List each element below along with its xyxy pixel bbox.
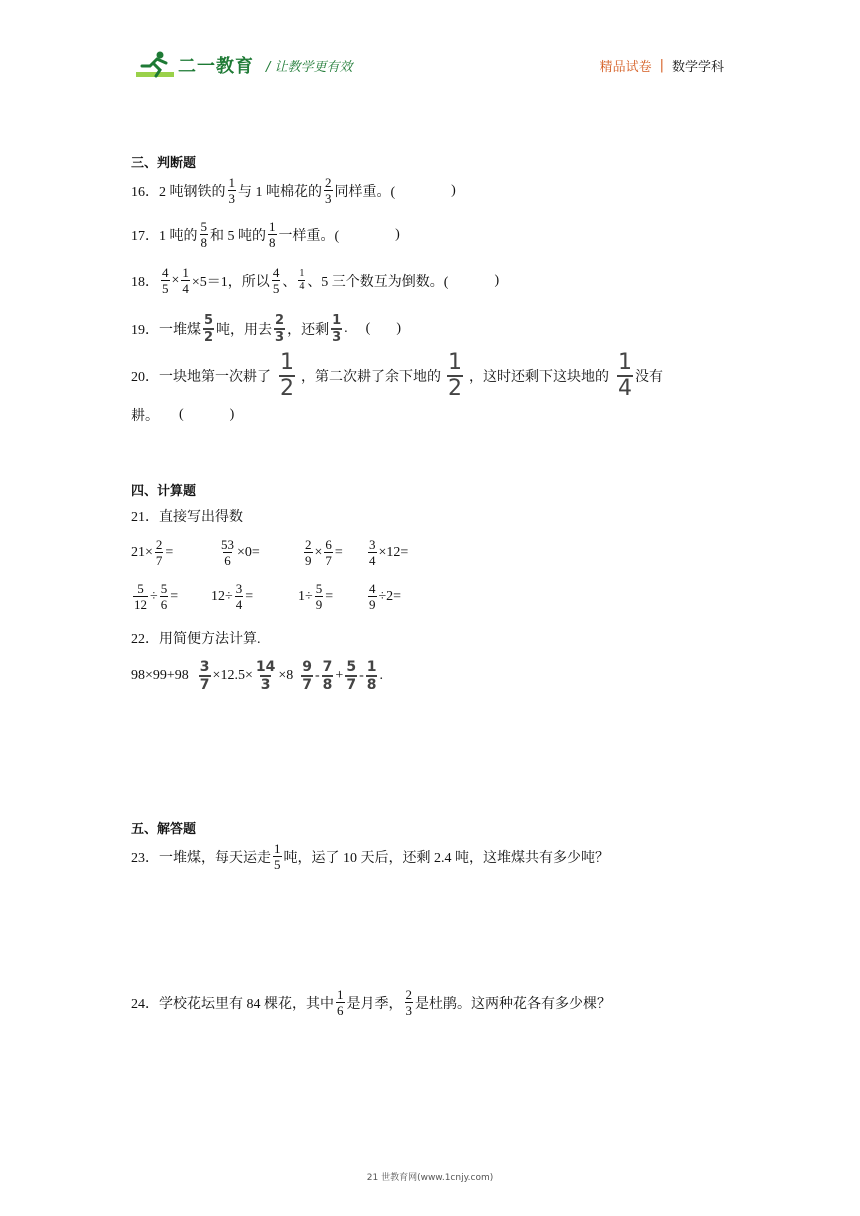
calc-text: ×: [314, 544, 323, 560]
runner-logo-icon: [136, 50, 176, 80]
question-20-continued: [131, 405, 234, 425]
calc-text: ÷2=: [378, 588, 402, 604]
question-text: ): [229, 407, 235, 422]
fraction: $\frac{3}{7}$: [199, 659, 210, 693]
question-number: 24．: [131, 996, 159, 1012]
question-text: ): [395, 226, 400, 242]
question-text: 一样重。(: [278, 228, 340, 244]
question-text: ，第二次耕了余下地的: [301, 370, 441, 385]
question-text: 学校花坛里有 84 棵花，其中: [159, 996, 334, 1012]
question-text: 吨，运了 10 天后，还剩 2.4 吨，这堆煤共有多少吨？: [283, 850, 609, 866]
question-text: 耕。: [131, 409, 159, 424]
section-title-judgement: 三、判断题: [131, 156, 197, 171]
calc-text: =: [245, 588, 254, 604]
question-17: [131, 220, 400, 249]
fraction: $\frac{2}{3}$: [325, 175, 332, 206]
question-text: 是月季，: [346, 996, 403, 1012]
question-text: 一块地第一次耕了: [159, 370, 271, 385]
fraction: $\frac{2}{3}$: [275, 313, 285, 345]
question-24: [131, 988, 611, 1017]
question-number: 18．: [131, 274, 159, 290]
calc-item: [298, 582, 333, 611]
question-text: 和 5 吨的: [210, 228, 266, 244]
section-title-calculation: 四、计算题: [131, 484, 197, 499]
expression-text: .: [379, 668, 383, 683]
calc-item: [302, 538, 343, 567]
question-text: ×: [171, 272, 180, 288]
calc-item: [211, 582, 253, 611]
calc-item: [366, 582, 401, 611]
calc-item: [131, 582, 178, 611]
fraction: $\frac{53}{6}$: [221, 537, 234, 568]
fraction: $\frac{1}{8}$: [366, 659, 377, 693]
calc-text: 1÷: [298, 588, 313, 604]
fraction: $\frac{5}{6}$: [160, 581, 168, 612]
question-20: [131, 352, 663, 400]
fraction: $\frac{7}{8}$: [322, 659, 333, 693]
fraction: $\frac{4}{9}$: [369, 581, 376, 612]
calc-text: ×0=: [237, 544, 260, 560]
header-separator: |: [659, 58, 664, 73]
fraction: $\frac{1}{3}$: [228, 175, 235, 206]
header-label-subject: 数学学科: [671, 60, 724, 75]
fraction: $\frac{1}{4}$: [618, 350, 632, 401]
fraction: $\frac{2}{7}$: [155, 537, 163, 568]
question-text: ，还剩: [287, 323, 330, 338]
fraction: $\frac{1}{2}$: [448, 350, 462, 401]
calc-text: 12÷: [211, 588, 233, 604]
question-18: [131, 266, 499, 295]
fraction: $\frac{4}{5}$: [162, 265, 169, 296]
fraction: $\frac{6}{7}$: [325, 537, 332, 568]
question-number: 20．: [131, 370, 159, 385]
logo-text: 二一教育: [178, 56, 254, 77]
fraction: $\frac{4}{5}$: [272, 265, 280, 296]
question-text: 、: [282, 274, 297, 290]
header-brand: [136, 48, 353, 82]
slogan: / 让教学更有效: [266, 59, 353, 75]
expression-text: ×8: [278, 668, 294, 683]
calc-text: =: [325, 588, 334, 604]
question-19: [131, 314, 401, 344]
calc-item: [218, 538, 260, 567]
section-title-answer: 五、解答题: [131, 822, 197, 837]
fraction: $\frac{1}{3}$: [332, 313, 342, 345]
expression-text: ×12.5×: [212, 668, 253, 683]
calc-item: [366, 538, 408, 567]
fraction: $\frac{1}{4}$: [182, 265, 189, 296]
page-footer: 21 世教育网(www.1cnjy.com): [366, 1173, 494, 1183]
question-text: 一堆煤，每天运走: [159, 850, 271, 866]
question-text: (: [365, 321, 371, 336]
calc-text: =: [165, 544, 174, 560]
expression-text: -: [359, 668, 364, 683]
fraction: $\frac{9}{7}$: [302, 659, 312, 693]
question-text: .: [344, 321, 348, 336]
fraction: $\frac{14}{3}$: [255, 659, 276, 693]
fraction: $\frac{3}{4}$: [369, 537, 376, 568]
fraction: $\frac{1}{2}$: [280, 350, 294, 401]
calc-text: ×12=: [378, 544, 409, 560]
fraction: $\frac{1}{5}$: [274, 841, 281, 872]
fraction: $\frac{5}{2}$: [204, 313, 214, 345]
question-text: 同样重。(: [334, 184, 396, 200]
question-text: ，这时还剩下这块地的: [469, 370, 609, 385]
question-16: [131, 176, 456, 205]
calc-text: ÷: [150, 588, 158, 604]
question-text: 2 吨钢铁的: [159, 184, 226, 200]
question-number: 23．: [131, 850, 159, 866]
calc-text: 21×: [131, 544, 153, 560]
question-23: [131, 842, 609, 871]
fraction: $\frac{3}{4}$: [235, 581, 243, 612]
fraction: $\frac{5}{8}$: [200, 219, 207, 250]
simplify-expressions: [131, 660, 383, 692]
question-text: ): [494, 272, 500, 288]
expression-1: 98×99+98: [131, 668, 189, 683]
question-text: 、5 三个数互为倒数。(: [307, 274, 449, 290]
question-text: 是杜鹃。这两种花各有多少棵？: [415, 996, 611, 1012]
fraction: $\frac{1}{8}$: [269, 219, 276, 250]
question-22: 22．用简便方法计算.: [131, 632, 261, 647]
expression-text: -: [314, 668, 320, 683]
expression-text: +: [335, 668, 344, 683]
fraction: $\frac{5}{7}$: [346, 659, 357, 693]
question-text: 吨，用去: [216, 323, 273, 338]
calc-item: [131, 538, 173, 567]
fraction: $\frac{5}{9}$: [315, 581, 323, 612]
fraction: $\frac{2}{3}$: [405, 987, 412, 1018]
question-text: 一堆煤: [159, 323, 201, 338]
question-text: ): [451, 182, 456, 198]
question-text: 没有: [635, 370, 663, 385]
question-number: 19．: [131, 323, 159, 338]
question-number: 16．: [131, 184, 159, 200]
question-text: 与 1 吨棉花的: [238, 184, 322, 200]
calc-text: =: [170, 588, 179, 604]
question-text: (: [179, 407, 184, 422]
header-subject: [600, 56, 724, 75]
fraction: $\frac{1}{6}$: [337, 987, 344, 1018]
fraction: $\frac{2}{9}$: [305, 537, 312, 568]
question-number: 17．: [131, 228, 159, 244]
question-text: ×5＝1，所以: [191, 274, 270, 290]
question-text: 1 吨的: [159, 228, 198, 244]
question-text: ): [396, 321, 401, 336]
fraction: $\frac{1}{4}$: [299, 268, 305, 292]
header-label-premium: 精品试卷: [599, 60, 652, 75]
question-21: 21．直接写出得数: [131, 510, 243, 525]
fraction: $\frac{5}{12}$: [134, 581, 147, 612]
calc-text: =: [334, 544, 343, 560]
